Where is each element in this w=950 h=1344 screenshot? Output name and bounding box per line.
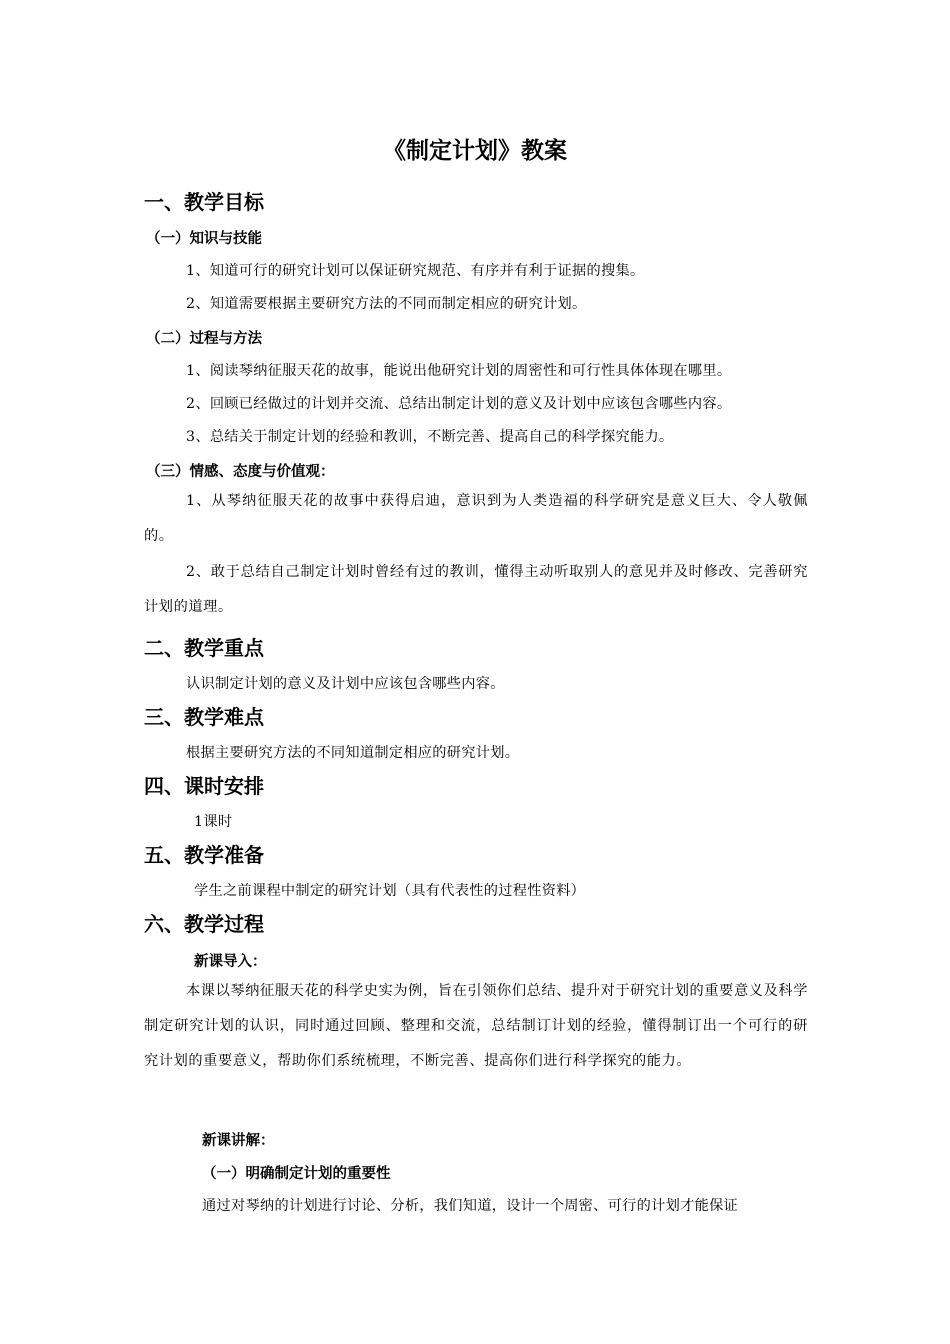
objective-item: 3、总结关于制定计划的经验和教训，不断完善、提高自己的科学探究能力。	[186, 429, 674, 445]
objective-item: 1、知道可行的研究计划可以保证研究规范、有序并有利于证据的搜集。	[186, 263, 645, 279]
lecture-subheading: （一）明确制定计划的重要性	[202, 1166, 391, 1182]
key-points-text: 认识制定计划的意义及计划中应该包含哪些内容。	[186, 676, 505, 692]
objective-paragraph: 1、从琴纳征服天花的故事中获得启迪，意识到为人类造福的科学研究是意义巨大、令人敬佩的。	[144, 493, 808, 544]
section-heading-key-points: 二、教学重点	[144, 636, 264, 660]
subheading-process-methods: （二）过程与方法	[146, 331, 262, 347]
section-heading-preparation: 五、教学准备	[144, 843, 264, 867]
objective-item: 2、回顾已经做过的计划并交流、总结出制定计划的意义及计划中应该包含哪些内容。	[186, 396, 732, 412]
objective-paragraph: 2、敢于总结自己制定计划时曾经有过的教训，懂得主动听取别人的意见并及时修改、完善研究计划的道理。	[144, 564, 808, 615]
objective-item: 1、阅读琴纳征服天花的故事，能说出他研究计划的周密性和可行性具体体现在哪里。	[186, 363, 732, 379]
objective-item: 2、知道需要根据主要研究方法的不同而制定相应的研究计划。	[186, 296, 587, 312]
lecture-label: 新课讲解：	[202, 1133, 275, 1149]
schedule-text: 1课时	[194, 814, 233, 830]
section-heading-difficulties: 三、教学难点	[144, 705, 264, 729]
subheading-knowledge-skills: （一）知识与技能	[146, 231, 262, 247]
intro-paragraph: 本课以琴纳征服天花的科学史实为例，旨在引领你们总结、提升对于研究计划的重要意义及科学制定研究计划的认识，同时通过回顾、整理和交流，总结制订计划的经验，懂得制订出一个可行的研究计划的重要意义，帮助你们系统梳理，不断完善、提高你们进行科学探究的能力。	[144, 983, 808, 1069]
subheading-emotion-values: （三）情感、态度与价值观：	[146, 464, 335, 480]
lecture-text: 通过对琴纳的计划进行讨论、分析，我们知道，设计一个周密、可行的计划才能保证	[202, 1198, 739, 1214]
document-title: 《制定计划》教案	[383, 138, 567, 164]
section-heading-schedule: 四、课时安排	[144, 774, 264, 798]
preparation-text: 学生之前课程中制定的研究计划（具有代表性的过程性资料）	[194, 883, 586, 899]
difficulties-text: 根据主要研究方法的不同知道制定相应的研究计划。	[186, 745, 520, 761]
intro-label: 新课导入：	[194, 954, 267, 970]
section-heading-process: 六、教学过程	[144, 912, 264, 936]
section-heading-objectives: 一、教学目标	[144, 190, 264, 214]
